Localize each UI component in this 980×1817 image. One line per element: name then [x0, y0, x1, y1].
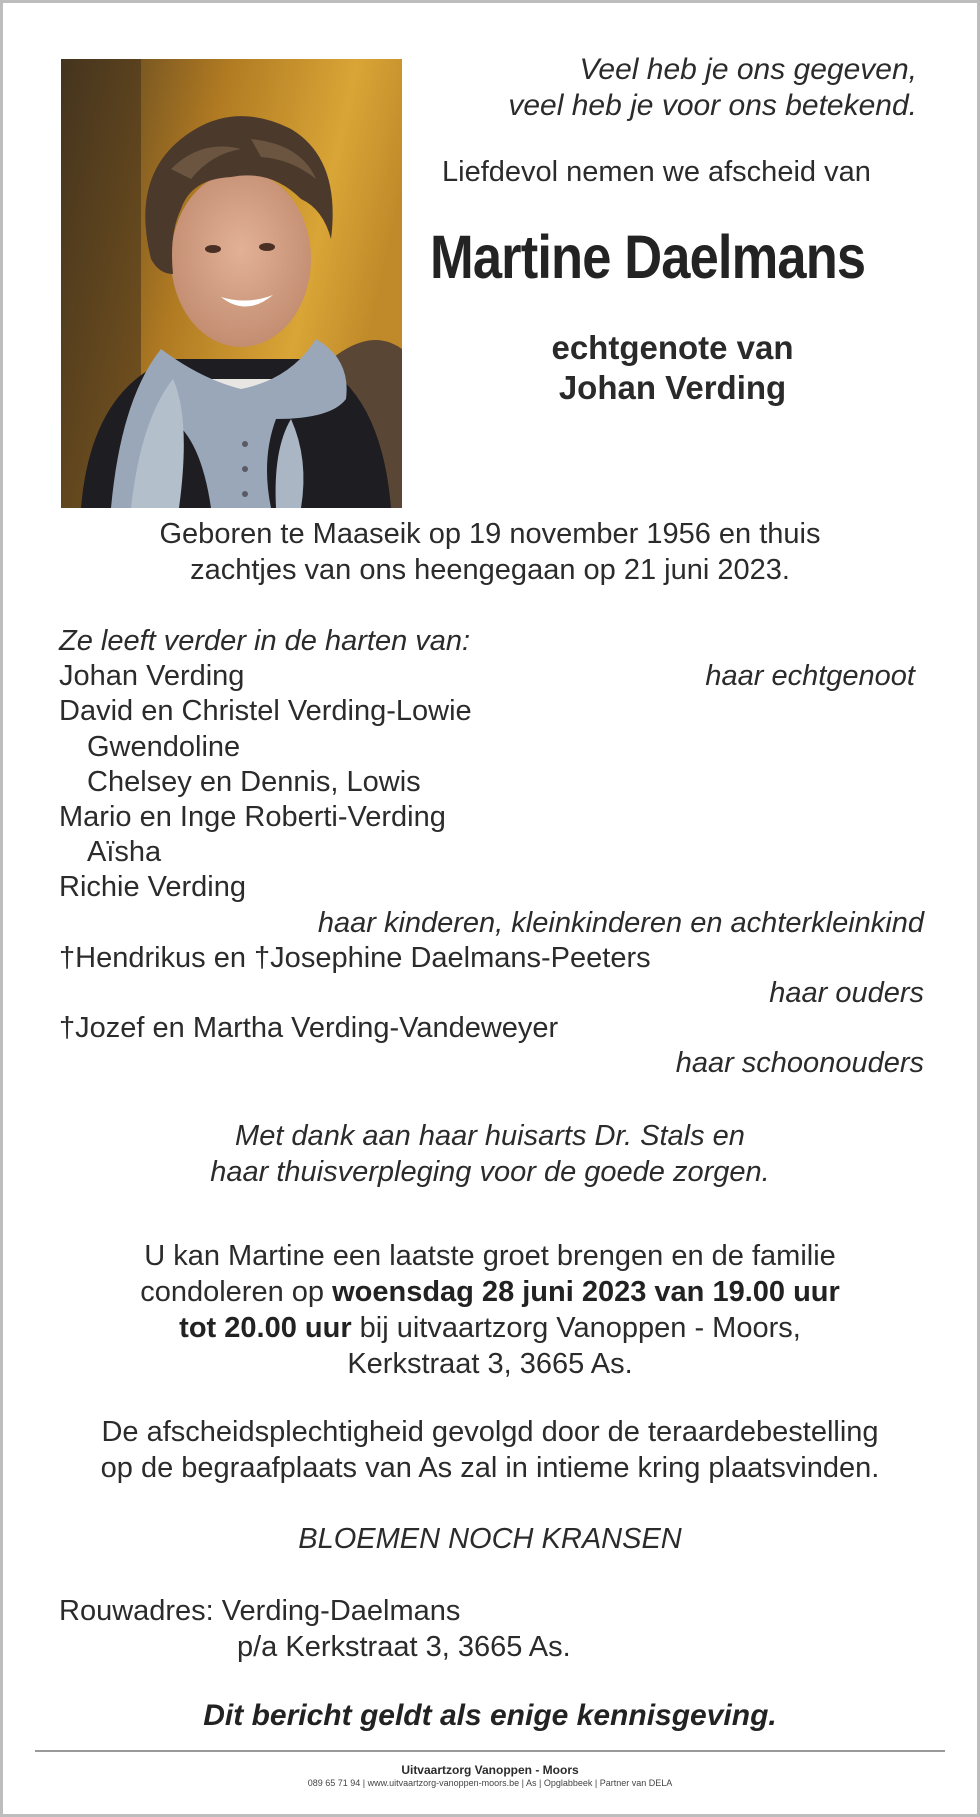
poem-line-1: Veel heb je ons gegeven, [579, 53, 917, 86]
visit-endtime: tot 20.00 uur [179, 1312, 352, 1344]
family-row [59, 1046, 924, 1081]
family-row [59, 976, 924, 1011]
family-relation: haar kinderen, kleinkinderen en achterkleinkind [317, 906, 924, 939]
family-row [59, 694, 924, 729]
visit-line-2 [0, 1274, 980, 1310]
family-row [59, 659, 924, 694]
family-relation: haar echtgenoot [705, 660, 915, 693]
family-relation: haar ouders [769, 976, 924, 1009]
family-name: Johan Verding [59, 660, 245, 693]
family-row [59, 906, 924, 941]
footer-info: 089 65 71 94 | www.uitvaartzorg-vanoppen-moors.be | As | Opglabbeek | Partner van DELA [307, 1778, 673, 1788]
footer-title: Uitvaartzorg Vanoppen - Moors [401, 1763, 579, 1777]
family-name: Chelsey en Dennis, Lowis [87, 765, 421, 798]
deceased-name: Martine Daelmans [430, 223, 866, 291]
visit-datetime: woensdag 28 juni 2023 van 19.00 uur [332, 1276, 840, 1308]
ceremony-line-2: op de begraafplaats van As zal in intieme kring plaatsvinden. [100, 1452, 880, 1484]
family-row [59, 800, 924, 835]
family-row [59, 730, 924, 765]
family-row [59, 870, 924, 905]
family-name: Richie Verding [59, 871, 246, 904]
family-list [59, 624, 924, 1081]
visitation-text [0, 1238, 980, 1382]
visit-location: bij uitvaartzorg Vanoppen - Moors, [351, 1312, 801, 1344]
visit-line-1: U kan Martine een laatste groet brengen en de familie [144, 1240, 836, 1272]
portrait-photo [61, 59, 402, 508]
family-name: Gwendoline [87, 730, 241, 763]
flowers-note: BLOEMEN NOCH KRANSEN [298, 1523, 682, 1555]
family-row [59, 1011, 924, 1046]
family-name: Mario en Inge Roberti-Verding [59, 800, 446, 833]
family-name: David en Christel Verding-Lowie [59, 695, 472, 728]
poem-line-2: veel heb je voor ons betekend. [508, 89, 917, 122]
birth-death-text [0, 516, 980, 588]
family-relation: haar schoonouders [675, 1047, 924, 1080]
visit-line-3 [0, 1310, 980, 1346]
ceremony-line-1: De afscheidsplechtigheid gevolgd door de teraardebestelling [101, 1416, 879, 1448]
born-line-2: zachtjes van ons heengegaan op 21 juni 2023. [190, 554, 790, 586]
family-name: Aïsha [87, 836, 162, 869]
visit-line-4: Kerkstraat 3, 3665 As. [347, 1348, 633, 1380]
thanks-line-2: haar thuisverpleging voor de goede zorgen. [210, 1156, 770, 1188]
mourning-address-street: p/a Kerkstraat 3, 3665 As. [237, 1631, 571, 1663]
poem-quote [508, 52, 917, 124]
thanks-line-1: Met dank aan haar huisarts Dr. Stals en [235, 1120, 745, 1152]
family-row [59, 835, 924, 870]
thanks-text [0, 1118, 980, 1190]
spouse-line-1: echtgenote van [551, 329, 794, 366]
born-line-1: Geboren te Maaseik op 19 november 1956 en thuis [159, 518, 821, 550]
family-name: †Hendrikus en †Josephine Daelmans-Peeters [59, 941, 651, 974]
mourning-address: Rouwadres: Verding-Daelmans [59, 1595, 461, 1627]
ceremony-text [0, 1414, 980, 1486]
visit-text: condoleren op [140, 1276, 333, 1308]
family-row [59, 765, 924, 800]
footer-divider [35, 1750, 945, 1752]
family-name: †Jozef en Martha Verding-Vandeweyer [59, 1012, 559, 1045]
family-heading: Ze leeft verder in de harten van: [59, 625, 471, 657]
spouse-line-2: Johan Verding [558, 369, 787, 406]
family-row [59, 941, 924, 976]
intro-text: Liefdevol nemen we afscheid van [442, 156, 871, 188]
notice-text: Dit bericht geldt als enige kennisgeving. [203, 1699, 777, 1732]
spouse-block [430, 328, 915, 408]
